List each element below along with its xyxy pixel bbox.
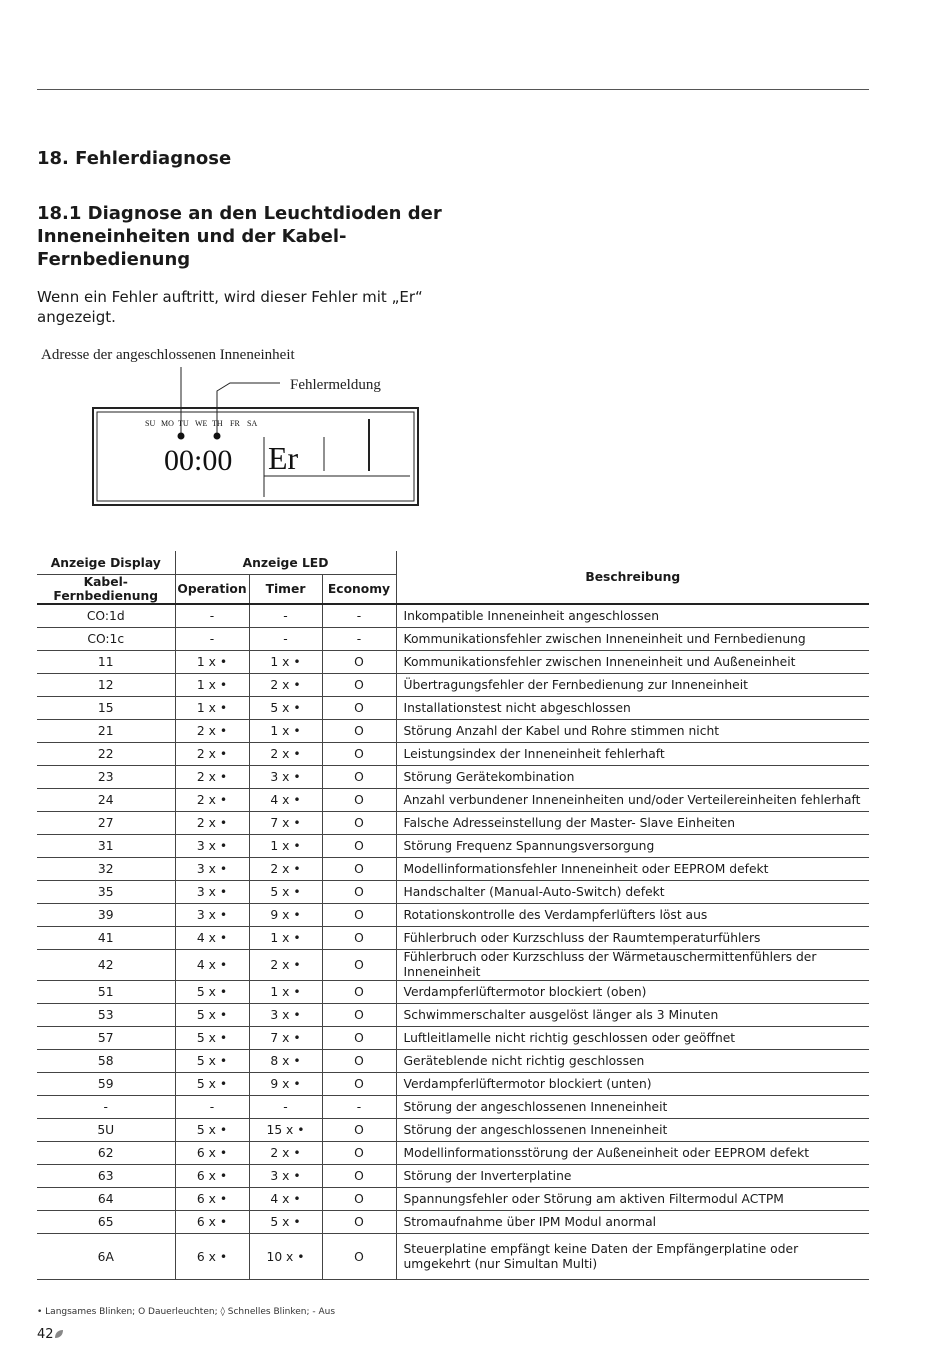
table-row bbox=[37, 1211, 869, 1234]
table-row bbox=[37, 789, 869, 812]
cell-operation: - bbox=[175, 628, 249, 651]
cell-economy: O bbox=[322, 858, 396, 881]
leaf-icon bbox=[54, 1329, 64, 1339]
cell-operation: 6 x • bbox=[175, 1142, 249, 1165]
cell-economy: O bbox=[322, 720, 396, 743]
cell-description: Rotationskontrolle des Verdampferlüfters löst aus bbox=[396, 904, 869, 927]
cell-economy: O bbox=[322, 1119, 396, 1142]
table-row bbox=[37, 1234, 869, 1280]
table-row bbox=[37, 1096, 869, 1119]
cell-economy: O bbox=[322, 950, 396, 981]
cell-economy: O bbox=[322, 1027, 396, 1050]
cell-description: Steuerplatine empfängt keine Daten der Empfängerplatine oder umgekehrt (nur Simultan Multi) bbox=[396, 1234, 869, 1280]
cell-operation: 5 x • bbox=[175, 981, 249, 1004]
cell-operation: 2 x • bbox=[175, 812, 249, 835]
table-row bbox=[37, 604, 869, 628]
table-row bbox=[37, 674, 869, 697]
cell-timer: 3 x • bbox=[249, 1004, 322, 1027]
table-row bbox=[37, 904, 869, 927]
cell-code: 59 bbox=[37, 1073, 175, 1096]
cell-operation: 6 x • bbox=[175, 1211, 249, 1234]
cell-description: Schwimmerschalter ausgelöst länger als 3 Minuten bbox=[396, 1004, 869, 1027]
cell-economy: - bbox=[322, 628, 396, 651]
cell-timer: 2 x • bbox=[249, 1142, 322, 1165]
cell-economy: O bbox=[322, 904, 396, 927]
cell-description: Störung Gerätekombination bbox=[396, 766, 869, 789]
cell-timer: 3 x • bbox=[249, 1165, 322, 1188]
cell-timer: 4 x • bbox=[249, 1188, 322, 1211]
cell-description: Verdampferlüftermotor blockiert (unten) bbox=[396, 1073, 869, 1096]
cell-code: CO:1d bbox=[37, 604, 175, 628]
cell-description: Installationstest nicht abgeschlossen bbox=[396, 697, 869, 720]
cell-timer: 9 x • bbox=[249, 904, 322, 927]
cell-operation: 1 x • bbox=[175, 674, 249, 697]
cell-operation: 5 x • bbox=[175, 1073, 249, 1096]
cell-code: 57 bbox=[37, 1027, 175, 1050]
cell-economy: O bbox=[322, 697, 396, 720]
table-row bbox=[37, 766, 869, 789]
display-diagram bbox=[0, 335, 460, 515]
cell-economy: O bbox=[322, 766, 396, 789]
cell-code: 23 bbox=[37, 766, 175, 789]
header-led: Anzeige LED bbox=[175, 551, 396, 575]
table-row bbox=[37, 881, 869, 904]
cell-description: Fühlerbruch oder Kurzschluss der Wärmetauschermittenfühlers der Inneneinheit bbox=[396, 950, 869, 981]
cell-code: 58 bbox=[37, 1050, 175, 1073]
day-mo: MO bbox=[161, 419, 174, 428]
table-row bbox=[37, 1119, 869, 1142]
cell-operation: 2 x • bbox=[175, 720, 249, 743]
cell-economy: O bbox=[322, 881, 396, 904]
error-label: Fehlermeldung bbox=[290, 377, 381, 393]
cell-timer: 2 x • bbox=[249, 950, 322, 981]
table-row bbox=[37, 1165, 869, 1188]
cell-timer: 7 x • bbox=[249, 1027, 322, 1050]
cell-economy: O bbox=[322, 1050, 396, 1073]
cell-timer: 1 x • bbox=[249, 927, 322, 950]
cell-description: Luftleitlamelle nicht richtig geschlossen oder geöffnet bbox=[396, 1027, 869, 1050]
cell-description: Störung der angeschlossenen Inneneinheit bbox=[396, 1096, 869, 1119]
header-description: Beschreibung bbox=[396, 551, 869, 604]
cell-operation: 3 x • bbox=[175, 881, 249, 904]
cell-description: Störung Frequenz Spannungsversorgung bbox=[396, 835, 869, 858]
cell-timer: 15 x • bbox=[249, 1119, 322, 1142]
cell-description: Übertragungsfehler der Fernbedienung zur Inneneinheit bbox=[396, 674, 869, 697]
cell-economy: O bbox=[322, 1165, 396, 1188]
cell-code: 63 bbox=[37, 1165, 175, 1188]
cell-description: Spannungsfehler oder Störung am aktiven Filtermodul ACTPM bbox=[396, 1188, 869, 1211]
cell-economy: O bbox=[322, 981, 396, 1004]
cell-description: Kommunikationsfehler zwischen Inneneinheit und Fernbedienung bbox=[396, 628, 869, 651]
cell-description: Modellinformationsfehler Inneneinheit oder EEPROM defekt bbox=[396, 858, 869, 881]
table-row bbox=[37, 927, 869, 950]
cell-economy: O bbox=[322, 789, 396, 812]
cell-description: Fühlerbruch oder Kurzschluss der Raumtemperaturfühlers bbox=[396, 927, 869, 950]
table-row bbox=[37, 1027, 869, 1050]
cell-timer: 1 x • bbox=[249, 720, 322, 743]
table-row bbox=[37, 835, 869, 858]
table-row bbox=[37, 981, 869, 1004]
cell-code: 32 bbox=[37, 858, 175, 881]
cell-economy: O bbox=[322, 927, 396, 950]
cell-economy: O bbox=[322, 743, 396, 766]
cell-operation: - bbox=[175, 1096, 249, 1119]
cell-operation: 1 x • bbox=[175, 697, 249, 720]
cell-timer: 1 x • bbox=[249, 651, 322, 674]
cell-description: Leistungsindex der Inneneinheit fehlerhaft bbox=[396, 743, 869, 766]
cell-operation: 5 x • bbox=[175, 1027, 249, 1050]
cell-operation: 4 x • bbox=[175, 927, 249, 950]
cell-operation: 5 x • bbox=[175, 1050, 249, 1073]
day-we: WE bbox=[195, 419, 208, 428]
cell-code: 53 bbox=[37, 1004, 175, 1027]
table-row bbox=[37, 1188, 869, 1211]
table-row bbox=[37, 1142, 869, 1165]
cell-description: Inkompatible Inneneinheit angeschlossen bbox=[396, 604, 869, 628]
cell-operation: 6 x • bbox=[175, 1234, 249, 1280]
cell-description: Störung der Inverterplatine bbox=[396, 1165, 869, 1188]
cell-code: 62 bbox=[37, 1142, 175, 1165]
cell-operation: 3 x • bbox=[175, 904, 249, 927]
day-th: TH bbox=[212, 419, 223, 428]
cell-code: 35 bbox=[37, 881, 175, 904]
cell-timer: 5 x • bbox=[249, 697, 322, 720]
cell-operation: 4 x • bbox=[175, 950, 249, 981]
cell-description: Anzahl verbundener Inneneinheiten und/oder Verteilereinheiten fehlerhaft bbox=[396, 789, 869, 812]
day-fr: FR bbox=[230, 419, 240, 428]
cell-description: Kommunikationsfehler zwischen Inneneinheit und Außeneinheit bbox=[396, 651, 869, 674]
cell-timer: 1 x • bbox=[249, 835, 322, 858]
cell-economy: O bbox=[322, 1211, 396, 1234]
intro-text: Wenn ein Fehler auftritt, wird dieser Fehler mit „Er“ angezeigt. bbox=[37, 288, 423, 326]
cell-operation: 6 x • bbox=[175, 1188, 249, 1211]
table-row bbox=[37, 1004, 869, 1027]
cell-economy: O bbox=[322, 1073, 396, 1096]
cell-economy: O bbox=[322, 812, 396, 835]
header-operation: Operation bbox=[175, 575, 249, 605]
cell-timer: 1 x • bbox=[249, 981, 322, 1004]
table-row bbox=[37, 812, 869, 835]
table-row bbox=[37, 720, 869, 743]
cell-operation: 6 x • bbox=[175, 1165, 249, 1188]
cell-timer: 4 x • bbox=[249, 789, 322, 812]
cell-code: 12 bbox=[37, 674, 175, 697]
cell-economy: O bbox=[322, 1142, 396, 1165]
page-heading: 18. Fehlerdiagnose bbox=[37, 148, 232, 169]
header-timer: Timer bbox=[249, 575, 322, 605]
table-row bbox=[37, 651, 869, 674]
cell-operation: 2 x • bbox=[175, 789, 249, 812]
cell-timer: 5 x • bbox=[249, 881, 322, 904]
cell-description: Verdampferlüftermotor blockiert (oben) bbox=[396, 981, 869, 1004]
error-table bbox=[37, 551, 869, 1280]
cell-economy: O bbox=[322, 651, 396, 674]
cell-description: Geräteblende nicht richtig geschlossen bbox=[396, 1050, 869, 1073]
cell-operation: 5 x • bbox=[175, 1119, 249, 1142]
cell-code: 21 bbox=[37, 720, 175, 743]
cell-operation: - bbox=[175, 604, 249, 628]
header-cable: Kabel-Fernbedienung bbox=[37, 575, 175, 605]
cell-description: Falsche Adresseinstellung der Master- Slave Einheiten bbox=[396, 812, 869, 835]
cell-description: Stromaufnahme über IPM Modul anormal bbox=[396, 1211, 869, 1234]
table-row bbox=[37, 628, 869, 651]
cell-code: 6A bbox=[37, 1234, 175, 1280]
header-display: Anzeige Display bbox=[37, 551, 175, 575]
cell-timer: - bbox=[249, 628, 322, 651]
cell-timer: 9 x • bbox=[249, 1073, 322, 1096]
table-row bbox=[37, 1073, 869, 1096]
day-sa: SA bbox=[247, 419, 258, 428]
cell-code: CO:1c bbox=[37, 628, 175, 651]
cell-timer: 7 x • bbox=[249, 812, 322, 835]
footnote: • Langsames Blinken; O Dauerleuchten; ◊ Schnelles Blinken; - Aus bbox=[37, 1307, 336, 1317]
cell-timer: - bbox=[249, 604, 322, 628]
cell-timer: - bbox=[249, 1096, 322, 1119]
lcd-error-code: Er bbox=[268, 440, 299, 476]
cell-description: Modellinformationsstörung der Außeneinheit oder EEPROM defekt bbox=[396, 1142, 869, 1165]
cell-code: 31 bbox=[37, 835, 175, 858]
cell-code: 39 bbox=[37, 904, 175, 927]
table-row bbox=[37, 1050, 869, 1073]
cell-code: 22 bbox=[37, 743, 175, 766]
cell-economy: O bbox=[322, 1188, 396, 1211]
cell-economy: - bbox=[322, 604, 396, 628]
cell-timer: 2 x • bbox=[249, 743, 322, 766]
day-su: SU bbox=[145, 419, 156, 428]
cell-timer: 8 x • bbox=[249, 1050, 322, 1073]
header-economy: Economy bbox=[322, 575, 396, 605]
cell-code: - bbox=[37, 1096, 175, 1119]
cell-code: 5U bbox=[37, 1119, 175, 1142]
cell-timer: 2 x • bbox=[249, 674, 322, 697]
cell-operation: 3 x • bbox=[175, 858, 249, 881]
page-number: 42 bbox=[37, 1327, 54, 1342]
cell-timer: 5 x • bbox=[249, 1211, 322, 1234]
cell-code: 42 bbox=[37, 950, 175, 981]
cell-economy: O bbox=[322, 674, 396, 697]
cell-economy: O bbox=[322, 835, 396, 858]
cell-code: 24 bbox=[37, 789, 175, 812]
section-heading: 18.1 Diagnose an den Leuchtdioden der Inneneinheiten und der Kabel-Fernbedienung bbox=[37, 203, 442, 270]
cell-operation: 3 x • bbox=[175, 835, 249, 858]
cell-economy: O bbox=[322, 1234, 396, 1280]
address-label: Adresse der angeschlossenen Inneneinheit bbox=[41, 347, 295, 363]
table-row bbox=[37, 743, 869, 766]
cell-code: 51 bbox=[37, 981, 175, 1004]
cell-code: 27 bbox=[37, 812, 175, 835]
cell-operation: 1 x • bbox=[175, 651, 249, 674]
cell-code: 15 bbox=[37, 697, 175, 720]
cell-economy: O bbox=[322, 1004, 396, 1027]
cell-timer: 10 x • bbox=[249, 1234, 322, 1280]
cell-operation: 2 x • bbox=[175, 766, 249, 789]
cell-code: 41 bbox=[37, 927, 175, 950]
cell-description: Handschalter (Manual-Auto-Switch) defekt bbox=[396, 881, 869, 904]
table-row bbox=[37, 950, 869, 981]
cell-code: 11 bbox=[37, 651, 175, 674]
cell-operation: 2 x • bbox=[175, 743, 249, 766]
table-row bbox=[37, 697, 869, 720]
table-row bbox=[37, 858, 869, 881]
top-rule bbox=[37, 89, 869, 90]
cell-operation: 5 x • bbox=[175, 1004, 249, 1027]
cell-economy: - bbox=[322, 1096, 396, 1119]
cell-description: Störung der angeschlossenen Inneneinheit bbox=[396, 1119, 869, 1142]
cell-code: 64 bbox=[37, 1188, 175, 1211]
cell-description: Störung Anzahl der Kabel und Rohre stimmen nicht bbox=[396, 720, 869, 743]
cell-timer: 2 x • bbox=[249, 858, 322, 881]
lcd-time: 00:00 bbox=[164, 444, 233, 477]
day-tu: TU bbox=[178, 419, 189, 428]
cell-timer: 3 x • bbox=[249, 766, 322, 789]
cell-code: 65 bbox=[37, 1211, 175, 1234]
